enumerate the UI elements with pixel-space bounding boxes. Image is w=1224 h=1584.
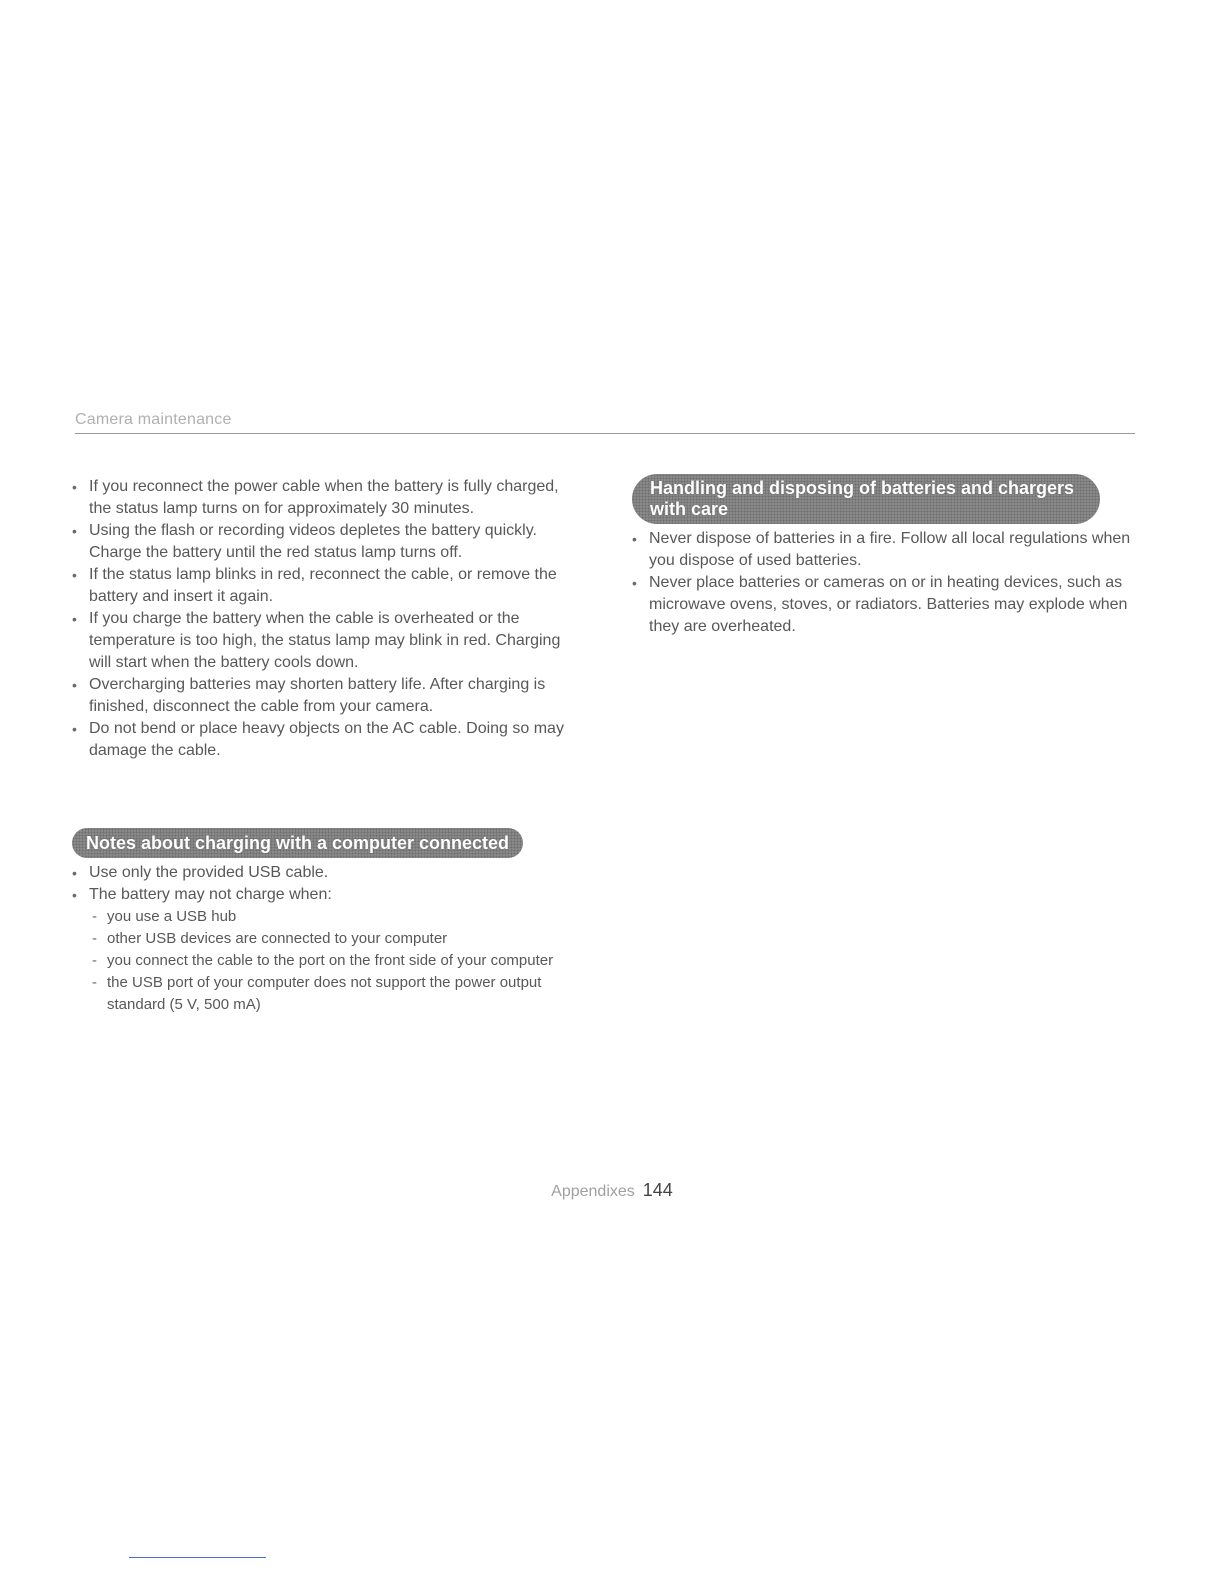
sub-list-item xyxy=(72,928,582,950)
bullet-icon: • xyxy=(72,677,77,693)
list-item xyxy=(72,476,582,520)
list-item xyxy=(72,564,582,608)
sub-list-item-text: other USB devices are connected to your computer xyxy=(107,930,448,947)
list-item-text: Never dispose of batteries in a fire. Follow all local regulations when you dispose of used batteries. xyxy=(649,530,1131,569)
list-item-text: Overcharging batteries may shorten battery life. After charging is finished, disconnect the cable from your camera. xyxy=(89,676,546,715)
bullet-icon: • xyxy=(72,611,77,627)
dash-icon: - xyxy=(92,974,97,991)
footer-section: Appendixes xyxy=(551,1183,635,1200)
list-item xyxy=(632,528,1132,572)
dash-icon: - xyxy=(92,930,97,947)
page-footer xyxy=(0,1180,1224,1201)
list-item-text: If the status lamp blinks in red, reconnect the cable, or remove the battery and insert it again. xyxy=(89,566,557,605)
sub-list-item-text: the USB port of your computer does not support the power output standard (5 V, 500 mA) xyxy=(107,974,542,1013)
list-item xyxy=(72,674,582,718)
computer-charging-list xyxy=(72,862,582,906)
bullet-icon: • xyxy=(632,531,637,547)
list-item xyxy=(72,862,582,884)
battery-handling-section xyxy=(632,474,1132,638)
list-item xyxy=(72,884,582,906)
bullet-icon: • xyxy=(72,865,77,881)
computer-charging-section xyxy=(72,828,582,1016)
bullet-icon: • xyxy=(72,479,77,495)
dash-icon: - xyxy=(92,952,97,969)
list-item xyxy=(72,520,582,564)
heading-line: with care xyxy=(650,499,729,519)
bullet-icon: • xyxy=(72,887,77,903)
section-title: Camera maintenance xyxy=(75,411,232,428)
charging-notes-section xyxy=(72,476,582,762)
bottom-divider xyxy=(129,1557,266,1558)
list-item xyxy=(72,608,582,674)
battery-handling-list xyxy=(632,528,1132,638)
list-item xyxy=(72,718,582,762)
list-item-text: Use only the provided USB cable. xyxy=(89,864,329,881)
list-item-text: Do not bend or place heavy objects on the AC cable. Doing so may damage the cable. xyxy=(89,720,564,759)
list-item-text: The battery may not charge when: xyxy=(89,886,332,903)
bullet-icon: • xyxy=(72,567,77,583)
dash-icon: - xyxy=(92,908,97,925)
list-item-text: If you charge the battery when the cable is overheated or the temperature is too high, the status lamp may blink in red. Charging will start when the battery cools down. xyxy=(89,610,561,671)
list-item xyxy=(632,572,1132,638)
sub-list-item-text: you use a USB hub xyxy=(107,908,237,925)
sub-list-item xyxy=(72,906,582,928)
sub-list-item xyxy=(72,950,582,972)
charging-notes-list xyxy=(72,476,582,762)
list-item-text: Using the flash or recording videos depletes the battery quickly. Charge the battery until the red status lamp turns off. xyxy=(89,522,537,561)
battery-handling-heading xyxy=(632,474,1100,524)
page-number: 144 xyxy=(642,1180,673,1200)
bullet-icon: • xyxy=(632,575,637,591)
list-item-text: Never place batteries or cameras on or in heating devices, such as microwave ovens, stoves, or radiators. Batteries may explode when they are overheated. xyxy=(649,574,1128,635)
header-divider xyxy=(75,433,1135,434)
sub-list-item-text: you connect the cable to the port on the front side of your computer xyxy=(107,952,554,969)
sub-list-item xyxy=(72,972,582,1016)
bullet-icon: • xyxy=(72,523,77,539)
heading-line: Handling and disposing of batteries and chargers xyxy=(650,478,1075,498)
computer-charging-heading: Notes about charging with a computer connected xyxy=(72,828,523,858)
bullet-icon: • xyxy=(72,721,77,737)
charging-conditions-list xyxy=(72,906,582,1016)
list-item-text: If you reconnect the power cable when the battery is fully charged, the status lamp turns on for approximately 30 minutes. xyxy=(89,478,559,517)
